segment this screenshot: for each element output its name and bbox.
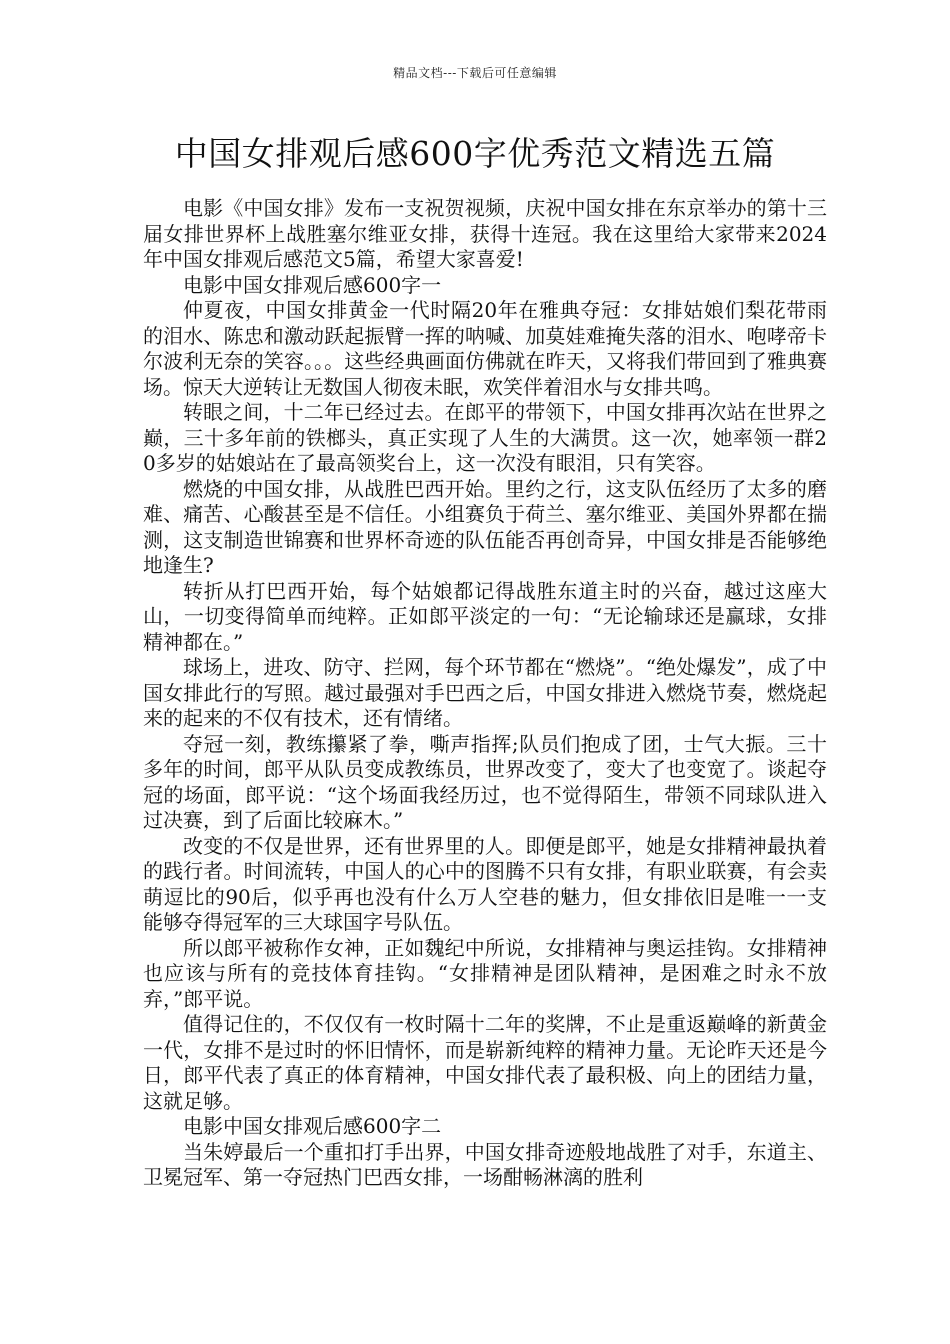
paragraph: 球场上，进攻、防守、拦网，每个环节都在“燃烧”。“绝处爆发”，成了中国女排此行的写照。越过最强对手巴西之后，中国女排进入燃烧节奏，燃烧起来的起来的不仅有技术，还有情绪。 [143, 655, 827, 730]
paragraph: 值得记住的，不仅仅有一枚时隔十二年的奖牌，不止是重返巅峰的新黄金一代，女排不是过时的怀旧情怀，而是崭新纯粹的精神力量。无论昨天还是今日，郎平代表了真正的体育精神，中国女排代表了最积极、向上的团结力量，这就足够。 [143, 1012, 827, 1113]
document-title: 中国女排观后感600字优秀范文精选五篇 [174, 134, 776, 173]
paragraph: 燃烧的中国女排，从战胜巴西开始。里约之行，这支队伍经历了太多的磨难、痛苦、心酸甚至是不信任。小组赛负于荷兰、塞尔维亚、美国外界都在揣测，这支制造世锦赛和世界杯奇迹的队伍能否再创奇异，中国女排是否能够绝地逢生? [143, 476, 827, 577]
paragraph: 转眼之间，十二年已经过去。在郎平的带领下，中国女排再次站在世界之巅，三十多年前的铁榔头，真正实现了人生的大满贯。这一次，她率领一群20多岁的姑娘站在了最高领奖台上，这一次没有眼泪，只有笑容。 [143, 400, 827, 475]
paragraph: 转折从打巴西开始，每个姑娘都记得战胜东道主时的兴奋，越过这座大山，一切变得简单而纯粹。正如郎平淡定的一句：“无论输球还是赢球，女排精神都在。” [143, 578, 827, 654]
section-heading-1: 电影中国女排观后感600字一 [183, 272, 442, 297]
page-header: 精品文档---下载后可任意编辑 [393, 66, 557, 80]
section-heading-2: 电影中国女排观后感600字二 [183, 1114, 442, 1138]
document-body [143, 196, 827, 1191]
paragraph: 当朱婷最后一个重扣打手出界，中国女排奇迹般地战胜了对手，东道主、卫冕冠军、第一夺冠热门巴西女排，一场酣畅淋漓的胜利 [143, 1139, 827, 1189]
paragraph: 改变的不仅是世界，还有世界里的人。即便是郎平，她是女排精神最执着的践行者。时间流转，中国人的心中的图腾不只有女排，有职业联赛，有会卖萌逗比的90后，似乎再也没有什么万人空巷的魅力，但女排依旧是唯一一支能够夺得冠军的三大球国字号队伍。 [143, 833, 827, 934]
paragraph: 所以郎平被称作女神，正如魏纪中所说，女排精神与奥运挂钩。女排精神也应该与所有的竞技体育挂钩。“女排精神是团队精神，是困难之时永不放弃，”郎平说。 [143, 935, 827, 1011]
paragraph: 夺冠一刻，教练攥紧了拳，嘶声指挥;队员们抱成了团，士气大振。三十多年的时间，郎平从队员变成教练员，世界改变了，变大了也变宽了。谈起夺冠的场面，郎平说：“这个场面我经历过，也不觉得陌生，带领不同球队进入过决赛，到了后面比较麻木。” [143, 731, 827, 832]
paragraph-intro: 电影《中国女排》发布一支祝贺视频，庆祝中国女排在东京举办的第十三届女排世界杯上战胜塞尔维亚女排，获得十连冠。我在这里给大家带来2024年中国女排观后感范文5篇，希望大家喜爱! [143, 196, 827, 271]
paragraph: 仲夏夜，中国女排黄金一代时隔20年在雅典夺冠：女排姑娘们梨花带雨的泪水、陈忠和激动跃起振臂一挥的呐喊、加莫娃难掩失落的泪水、咆哮帝卡尔波利无奈的笑容。。。这些经典画面仿佛就在昨天，又将我们带回到了雅典赛场。惊天大逆转让无数国人彻夜未眠，欢笑伴着泪水与女排共鸣。 [143, 298, 827, 399]
